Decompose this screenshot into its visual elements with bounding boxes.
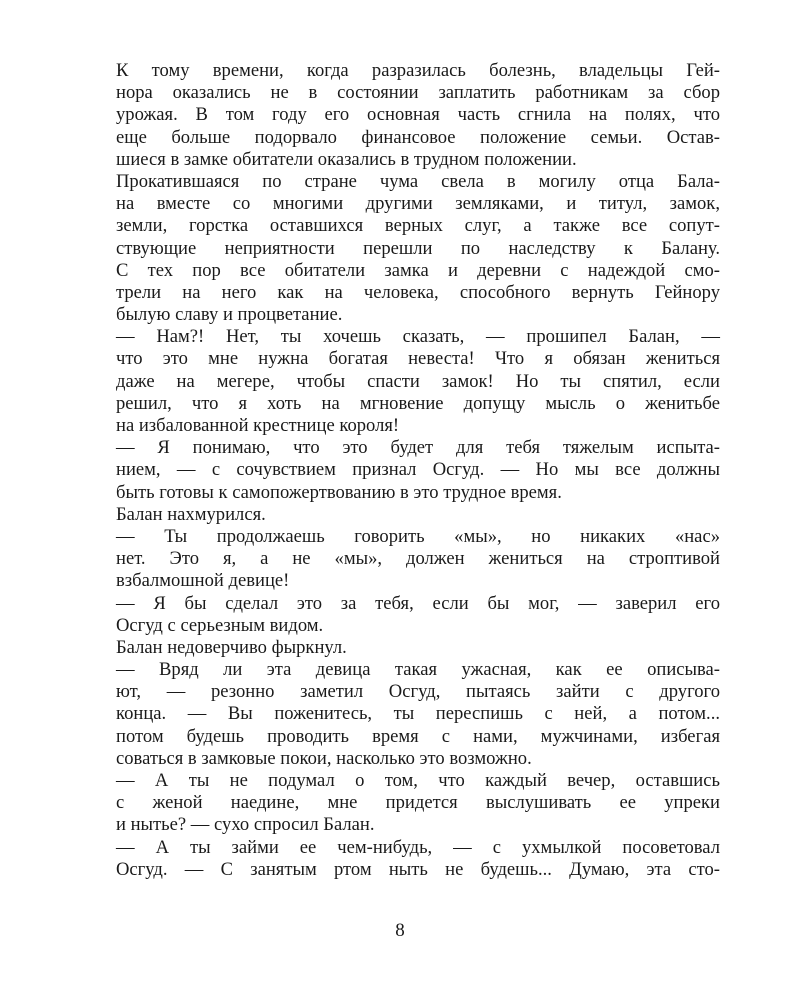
- text-line: — А ты не подумал о том, что каждый вечер, оставшись: [116, 770, 720, 791]
- text-line: с женой наедине, мне придется выслушивать ее упреки: [116, 792, 720, 814]
- text-line: ствующие неприятности перешли по наследству к Балану.: [116, 237, 720, 259]
- text-line: К тому времени, когда разразилась болезнь, владельцы Гей-: [116, 60, 720, 81]
- text-line: нием, — с сочувствием признал Осгуд. — Но мы все должны: [116, 459, 720, 481]
- text-line: — Нам?! Нет, ты хочешь сказать, — прошипел Балан, —: [116, 326, 720, 348]
- page-number: 8: [395, 920, 405, 941]
- text-line: быть готовы к самопожертвованию в это трудное время.: [116, 481, 562, 503]
- text-line: взбалмошной девице!: [116, 570, 290, 592]
- text-line: — Я бы сделал это за тебя, если бы мог, — заверил его: [116, 592, 720, 614]
- text-line: еще больше подорвало финансовое положение семьи. Остав-: [116, 126, 720, 148]
- text-line: Балан нахмурился.: [116, 503, 266, 525]
- text-line: соваться в замковые покои, насколько это возможно.: [116, 747, 532, 769]
- text-line: Осгуд с серьезным видом.: [116, 614, 324, 636]
- text-line: урожая. В том году его основная часть сгнила на полях, что: [116, 104, 720, 126]
- text-line: и нытье? — сухо спросил Балан.: [116, 814, 375, 836]
- text-line: потом будешь проводить время с нами, мужчинами, избегая: [116, 725, 720, 747]
- text-line: решил, что я хоть на мгновение допущу мысль о женитьбе: [116, 392, 720, 414]
- text-line: даже на мегере, чтобы спасти замок! Но ты спятил, если: [116, 370, 720, 392]
- text-line: — Я понимаю, что это будет для тебя тяжелым испыта-: [116, 437, 720, 459]
- text-line: шиеся в замке обитатели оказались в трудном положении.: [116, 148, 577, 170]
- text-line: — А ты займи ее чем-нибудь, — с ухмылкой посоветовал: [116, 836, 720, 858]
- text-line: трели на него как на человека, способного вернуть Гейнору: [116, 281, 720, 303]
- text-line: Балан недоверчиво фыркнул.: [116, 636, 347, 658]
- text-line: что это мне нужна богатая невеста! Что я обязан жениться: [116, 348, 720, 370]
- text-line: конца. — Вы поженитесь, ты переспишь с ней, а потом...: [116, 703, 720, 725]
- text-line: на вместе со многими другими земляками, и титул, замок,: [116, 193, 720, 215]
- text-line: ют, — резонно заметил Осгуд, пытаясь зайти с другого: [116, 681, 720, 703]
- text-line: С тех пор все обитатели замка и деревни с надеждой смо-: [116, 259, 720, 281]
- text-line: нет. Это я, а не «мы», должен жениться на строптивой: [116, 548, 720, 570]
- body-text: [116, 60, 720, 881]
- text-line: на избалованной крестнице короля!: [116, 415, 400, 436]
- text-line: — Ты продолжаешь говорить «мы», но никаких «нас»: [116, 525, 720, 547]
- text-line: нора оказались не в состоянии заплатить работникам за сбор: [116, 82, 720, 104]
- text-line: Осгуд. — С занятым ртом ныть не будешь... Думаю, эта сто-: [116, 858, 720, 880]
- text-line: земли, горстка оставшихся верных слуг, а также все сопут-: [116, 215, 720, 237]
- text-line: Прокатившаяся по стране чума свела в могилу отца Бала-: [116, 170, 720, 192]
- text-line: — Вряд ли эта девица такая ужасная, как ее описыва-: [116, 659, 720, 681]
- text-line: былую славу и процветание.: [116, 304, 343, 326]
